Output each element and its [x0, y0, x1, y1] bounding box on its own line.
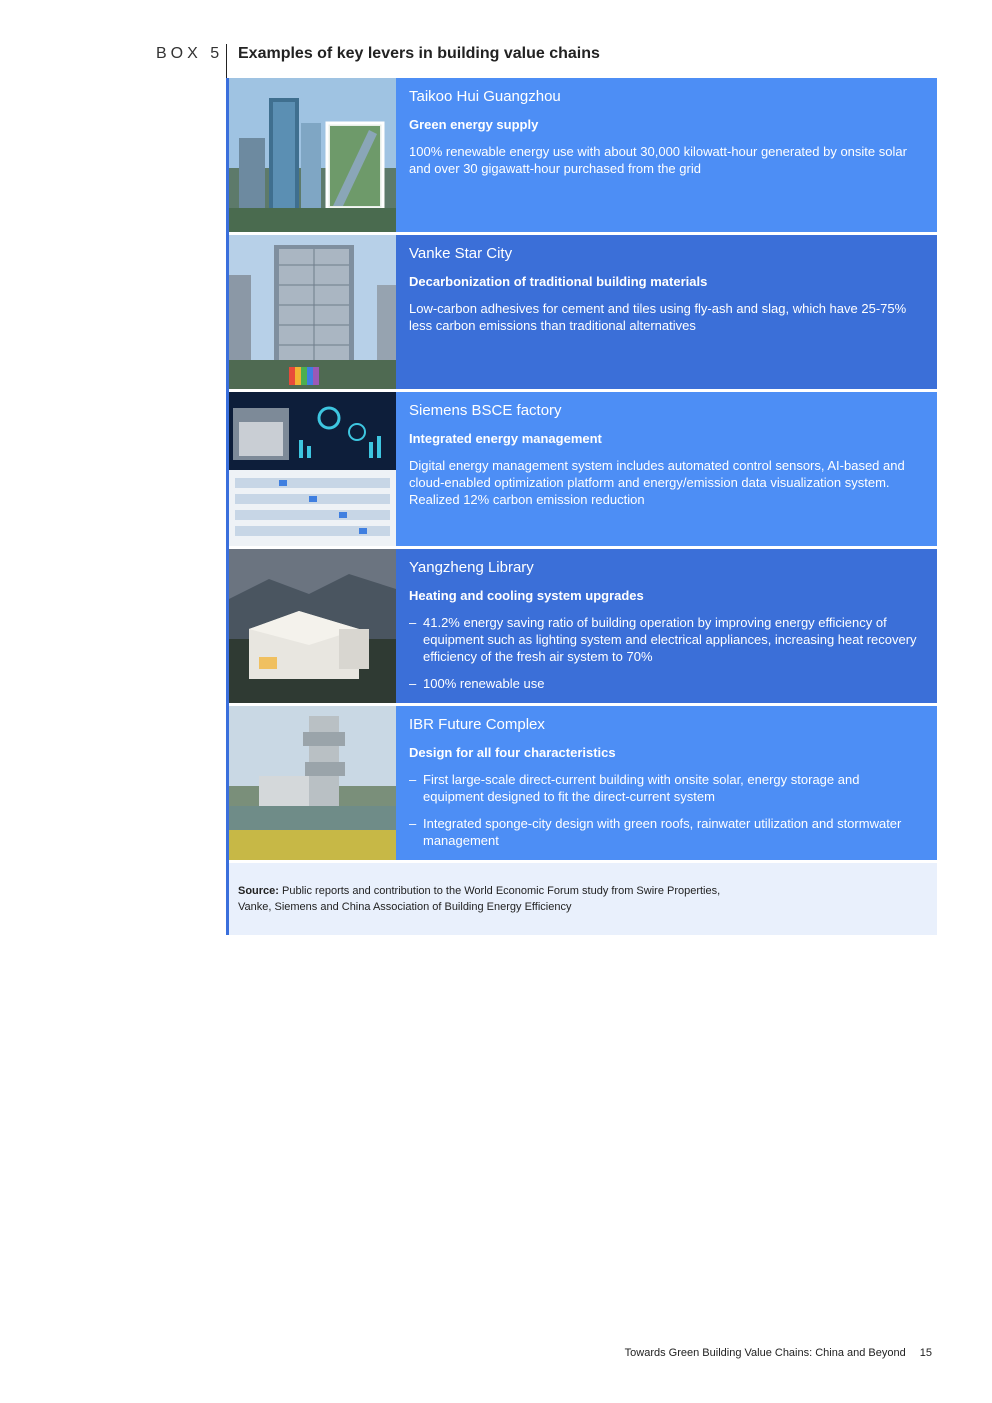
taikoo-hui-photo [229, 78, 396, 232]
footer-title-rest: China and Beyond [812, 1347, 906, 1359]
ibr-future-complex-photo [229, 706, 396, 860]
row-subtitle: Integrated energy management [409, 431, 602, 446]
source-note [229, 863, 937, 935]
source-text-line2: Vanke, Siemens and China Association of Building Energy Efficiency [238, 901, 572, 913]
row-body: Low-carbon adhesives for cement and tiles using fly-ash and slag, which have 25-75% less carbon emissions than traditional alternatives [409, 301, 907, 333]
row-body: Digital energy management system includes automated control sensors, AI-based and cloud-enabled optimization platform and energy/emission data visualization system. Realized 12% carbon emission reduction [409, 458, 905, 507]
box-divider [226, 44, 227, 78]
row-body: 100% renewable energy use with about 30,000 kilowatt-hour generated by onsite solar and over 30 gigawatt-hour purchased from the grid [409, 144, 907, 176]
footer-title-bold: Towards Green Building Value Chains: [624, 1347, 813, 1359]
row-title: IBR Future Complex [409, 716, 545, 733]
bullet-item: – 100% renewable use [409, 675, 923, 692]
bullet-list [409, 614, 923, 692]
source-text-line1: Public reports and contribution to the World Economic Forum study from Swire Properties, [282, 885, 721, 897]
page-footer [625, 1347, 932, 1359]
bullet-item: – 41.2% energy saving ratio of building operation by improving energy efficiency of equipment such as lighting system and electrical appliances, increasing heat recovery efficiency of the fresh air system to 70% [409, 614, 923, 665]
bullet-list [409, 771, 923, 849]
box-label: BOX 5 [156, 45, 224, 62]
row-subtitle: Heating and cooling system upgrades [409, 588, 644, 603]
example-row-vanke-star-city [229, 235, 937, 392]
row-subtitle: Decarbonization of traditional building materials [409, 274, 708, 289]
row-subtitle: Green energy supply [409, 117, 539, 132]
row-title: Siemens BSCE factory [409, 402, 562, 419]
row-title: Vanke Star City [409, 245, 513, 262]
row-title: Yangzheng Library [409, 559, 534, 576]
bullet-item: – First large-scale direct-current building with onsite solar, energy storage and equipment designed to fit the direct-current system [409, 771, 923, 805]
examples-panel [226, 78, 937, 935]
example-row-ibr-future-complex [229, 706, 937, 863]
example-row-taikoo-hui [229, 78, 937, 235]
yangzheng-library-photo [229, 549, 396, 703]
source-label: Source: [238, 885, 279, 897]
example-row-siemens-bsce [229, 392, 937, 549]
row-title: Taikoo Hui Guangzhou [409, 88, 561, 105]
example-row-yangzheng-library [229, 549, 937, 706]
bullet-item: – Integrated sponge-city design with green roofs, rainwater utilization and stormwater management [409, 815, 923, 849]
box-title: Examples of key levers in building value chains [238, 45, 600, 62]
page-number: 15 [919, 1347, 932, 1359]
row-subtitle: Design for all four characteristics [409, 745, 616, 760]
siemens-dashboard-screenshot [229, 392, 396, 546]
vanke-star-city-photo [229, 235, 396, 389]
